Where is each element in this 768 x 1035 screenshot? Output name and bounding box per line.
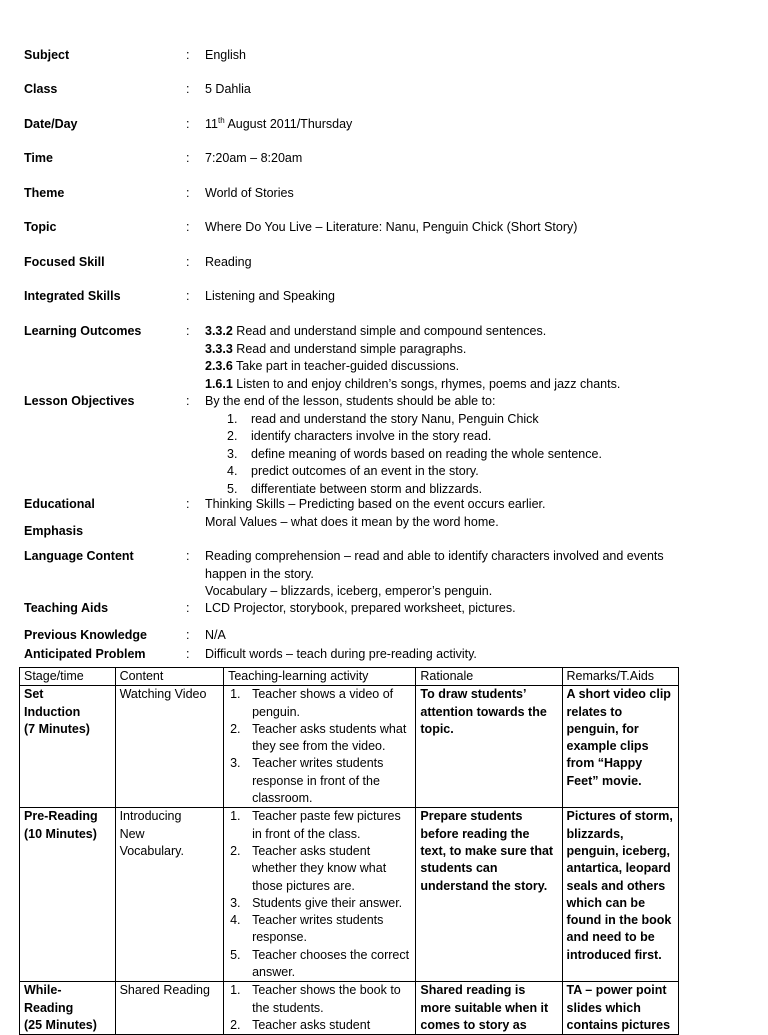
activity-text: Teacher asks student bbox=[252, 1017, 371, 1032]
colon: : bbox=[186, 601, 190, 615]
colon: : bbox=[186, 324, 190, 338]
lesson-objective-item: 5. differentiate between storm and blizzards. bbox=[227, 481, 483, 496]
activity-item bbox=[228, 808, 411, 843]
remarks-line: penguin, iceberg, bbox=[566, 843, 671, 858]
header-remarks: Remarks/T.Aids bbox=[562, 668, 678, 686]
colon: : bbox=[186, 289, 190, 303]
activity-text: Teacher paste few pictures in front of the class. bbox=[252, 809, 401, 841]
integrated-skills-value: Listening and Speaking bbox=[205, 289, 335, 303]
rationale-line: comes to story as bbox=[420, 1017, 527, 1032]
stage-line: Pre-Reading bbox=[24, 809, 98, 824]
stage-line: Reading bbox=[24, 1000, 74, 1015]
remarks-line: and need to be bbox=[566, 930, 655, 945]
anticipated-problem-label: Anticipated Problem bbox=[24, 647, 146, 661]
colon: : bbox=[186, 220, 190, 234]
learning-outcome-text: Take part in teacher-guided discussions. bbox=[232, 359, 460, 373]
activity-number: 1. bbox=[230, 809, 241, 824]
colon: : bbox=[186, 82, 190, 96]
thinking-skills-line: Thinking Skills – Predicting based on the event occurs earlier. bbox=[205, 497, 546, 511]
lesson-objective-text: read and understand the story Nanu, Penguin Chick bbox=[251, 411, 539, 426]
header-activity: Teaching-learning activity bbox=[224, 668, 416, 686]
header-stage-time: Stage/time bbox=[20, 668, 116, 686]
rationale-line: understand the story. bbox=[420, 878, 548, 893]
learning-outcome-text: Read and understand simple paragraphs. bbox=[232, 341, 467, 356]
content-cell bbox=[115, 808, 224, 982]
colon: : bbox=[186, 647, 190, 661]
activity-item bbox=[228, 755, 411, 807]
focused-skill-value: Reading bbox=[205, 255, 252, 269]
lesson-stages-table bbox=[19, 667, 679, 1035]
language-content-line: Reading comprehension – read and able to identify characters involved and events bbox=[205, 549, 664, 563]
content-line: New bbox=[119, 826, 145, 841]
stage-line: While- bbox=[24, 983, 62, 998]
activity-item bbox=[228, 721, 411, 756]
stage-line: Induction bbox=[24, 704, 81, 719]
rationale-line: text, to make sure that bbox=[420, 843, 554, 858]
remarks-line: example clips bbox=[566, 739, 649, 754]
rationale-cell bbox=[416, 808, 562, 982]
learning-outcome-code: 3.3.2 bbox=[205, 324, 233, 338]
table-row bbox=[20, 686, 679, 808]
content-cell bbox=[115, 982, 224, 1035]
remarks-line: which can be bbox=[566, 895, 646, 910]
activity-number: 3. bbox=[230, 895, 241, 910]
rationale-cell bbox=[416, 982, 562, 1035]
remarks-line: introduced first. bbox=[566, 947, 662, 962]
stage-line: (10 Minutes) bbox=[24, 826, 97, 841]
subject-value: English bbox=[205, 48, 246, 62]
stage-line: (25 Minutes) bbox=[24, 1017, 97, 1032]
learning-outcome-item bbox=[205, 341, 745, 359]
activity-item bbox=[228, 947, 411, 982]
activity-number: 2. bbox=[230, 1017, 241, 1032]
header-content: Content bbox=[115, 668, 224, 686]
learning-outcome-item bbox=[205, 358, 745, 376]
learning-outcomes-list bbox=[205, 323, 745, 393]
class-label: Class bbox=[24, 82, 58, 96]
learning-outcomes-label: Learning Outcomes bbox=[24, 324, 142, 338]
content-line: Shared Reading bbox=[119, 983, 210, 998]
moral-values-line: Moral Values – what does it mean by the word home. bbox=[205, 514, 499, 529]
colon: : bbox=[186, 628, 190, 642]
remarks-line: from “Happy bbox=[566, 756, 643, 771]
lesson-objective-text: define meaning of words based on reading the whole sentence. bbox=[251, 446, 602, 461]
time-label: Time bbox=[24, 151, 53, 165]
language-content-line: happen in the story. bbox=[205, 566, 314, 581]
remarks-line: antartica, leopard bbox=[566, 861, 671, 876]
colon: : bbox=[186, 394, 190, 408]
colon: : bbox=[186, 497, 190, 511]
activity-text: Teacher chooses the correct answer. bbox=[252, 947, 410, 980]
rationale-cell bbox=[416, 686, 562, 808]
subject-label: Subject bbox=[24, 48, 70, 62]
learning-outcome-code: 3.3.3 bbox=[205, 341, 233, 356]
time-value: 7:20am – 8:20am bbox=[205, 151, 303, 165]
rationale-line: students can bbox=[420, 861, 498, 876]
anticipated-problem-value: Difficult words – teach during pre-reading activity. bbox=[205, 647, 477, 661]
content-cell bbox=[115, 686, 224, 808]
activity-list bbox=[228, 808, 411, 981]
activity-number: 1. bbox=[230, 983, 241, 998]
stage-cell bbox=[20, 982, 116, 1035]
activity-cell bbox=[224, 808, 416, 982]
stage-line: Set bbox=[24, 687, 44, 702]
colon: : bbox=[186, 48, 190, 62]
lesson-objective-item: 4. predict outcomes of an event in the story. bbox=[227, 464, 479, 478]
rationale-line: more suitable when it bbox=[420, 1000, 549, 1015]
header-rationale: Rationale bbox=[416, 668, 562, 686]
lesson-objectives-intro: By the end of the lesson, students should be able to: bbox=[205, 394, 496, 408]
learning-outcome-item bbox=[205, 376, 745, 394]
activity-number: 2. bbox=[230, 721, 241, 736]
rationale-line: attention towards the bbox=[420, 704, 547, 719]
educational-emphasis-value bbox=[205, 496, 745, 531]
table-header-row bbox=[20, 668, 679, 686]
topic-label: Topic bbox=[24, 220, 57, 234]
colon: : bbox=[186, 151, 190, 165]
theme-value: World of Stories bbox=[205, 186, 294, 200]
activity-text: Teacher writes students response in front of the classroom. bbox=[252, 756, 384, 806]
content-line: Vocabulary. bbox=[119, 843, 184, 858]
remarks-line: blizzards, bbox=[566, 826, 624, 841]
activity-list bbox=[228, 686, 411, 807]
date-value bbox=[205, 116, 745, 134]
remarks-line: relates to bbox=[566, 704, 623, 719]
learning-outcome-text: Listen to and enjoy children’s songs, rhymes, poems and jazz chants. bbox=[232, 376, 621, 391]
stage-cell bbox=[20, 686, 116, 808]
lesson-objectives-label: Lesson Objectives bbox=[24, 394, 135, 408]
class-value: 5 Dahlia bbox=[205, 82, 251, 96]
rationale-line: To draw students’ bbox=[420, 687, 527, 702]
remarks-line: found in the book bbox=[566, 913, 672, 928]
language-content-value bbox=[205, 548, 745, 601]
remarks-cell bbox=[562, 808, 678, 982]
content-line: Watching Video bbox=[119, 687, 207, 702]
date-day-number: 11 bbox=[205, 117, 218, 131]
lesson-objective-text: differentiate between storm and blizzards. bbox=[251, 481, 483, 496]
remarks-line: TA – power point bbox=[566, 983, 667, 998]
activity-number: 1. bbox=[230, 687, 241, 702]
activity-item bbox=[228, 1017, 411, 1034]
remarks-cell bbox=[562, 982, 678, 1035]
teaching-aids-value: LCD Projector, storybook, prepared worksheet, pictures. bbox=[205, 601, 516, 615]
activity-number: 4. bbox=[230, 913, 241, 928]
activity-item bbox=[228, 982, 411, 1017]
theme-label: Theme bbox=[24, 186, 65, 200]
stage-cell bbox=[20, 808, 116, 982]
integrated-skills-label: Integrated Skills bbox=[24, 289, 121, 303]
activity-text: Teacher asks students what they see from the video. bbox=[252, 721, 407, 754]
lesson-objective-item: 3. define meaning of words based on reading the whole sentence. bbox=[227, 446, 602, 461]
learning-outcome-code: 2.3.6 bbox=[205, 359, 233, 373]
activity-item bbox=[228, 843, 411, 895]
learning-outcome-code: 1.6.1 bbox=[205, 376, 233, 391]
activity-number: 2. bbox=[230, 843, 241, 858]
remarks-line: A short video clip bbox=[566, 687, 671, 702]
remarks-line: penguin, for bbox=[566, 721, 639, 736]
previous-knowledge-value: N/A bbox=[205, 628, 226, 642]
focused-skill-label: Focused Skill bbox=[24, 255, 105, 269]
lesson-objectives-body bbox=[205, 393, 745, 498]
language-content-line: Vocabulary – blizzards, iceberg, emperor’s penguin. bbox=[205, 584, 493, 598]
activity-text: Students give their answer. bbox=[252, 895, 403, 910]
date-rest: August 2011/Thursday bbox=[224, 117, 353, 131]
lesson-objectives-list bbox=[205, 411, 745, 499]
remarks-line: Feet” movie. bbox=[566, 773, 642, 788]
activity-cell bbox=[224, 982, 416, 1035]
remarks-line: Pictures of storm, bbox=[566, 809, 673, 824]
lesson-objective-item: 1. read and understand the story Nanu, Penguin Chick bbox=[227, 411, 539, 426]
remarks-line: slides which bbox=[566, 1000, 641, 1015]
activity-cell bbox=[224, 686, 416, 808]
lesson-objective-item: 2. identify characters involve in the story read. bbox=[227, 429, 492, 443]
activity-item bbox=[228, 912, 411, 947]
rationale-line: Shared reading is bbox=[420, 983, 526, 998]
colon: : bbox=[186, 255, 190, 269]
colon: : bbox=[186, 549, 190, 563]
learning-outcome-text: Read and understand simple and compound sentences. bbox=[232, 324, 547, 338]
educational-emphasis-label: Educational Emphasis bbox=[24, 497, 95, 538]
activity-item bbox=[228, 686, 411, 721]
lesson-objective-text: predict outcomes of an event in the story. bbox=[251, 464, 479, 478]
activity-text: Teacher shows a video of penguin. bbox=[252, 687, 394, 719]
date-label: Date/Day bbox=[24, 117, 78, 131]
date-ordinal-suffix: th bbox=[217, 115, 225, 125]
activity-text: Teacher writes students response. bbox=[252, 913, 384, 945]
colon: : bbox=[186, 186, 190, 200]
colon: : bbox=[186, 117, 190, 131]
teaching-aids-label: Teaching Aids bbox=[24, 601, 109, 615]
activity-list bbox=[228, 982, 411, 1034]
stage-line: (7 Minutes) bbox=[24, 721, 90, 736]
activity-number: 3. bbox=[230, 756, 241, 771]
remarks-cell bbox=[562, 686, 678, 808]
previous-knowledge-label: Previous Knowledge bbox=[24, 628, 147, 642]
language-content-label: Language Content bbox=[24, 549, 134, 563]
activity-item bbox=[228, 895, 411, 912]
rationale-line: topic. bbox=[420, 721, 454, 736]
remarks-line: contains pictures bbox=[566, 1017, 671, 1032]
activity-text: Teacher shows the book to the students. bbox=[252, 983, 401, 1015]
content-line: Introducing bbox=[119, 809, 182, 824]
learning-outcome-item bbox=[205, 323, 745, 341]
topic-value: Where Do You Live – Literature: Nanu, Penguin Chick (Short Story) bbox=[205, 220, 578, 234]
lesson-objective-text: identify characters involve in the story read. bbox=[251, 429, 492, 443]
table-row bbox=[20, 982, 679, 1035]
table-row bbox=[20, 808, 679, 982]
remarks-line: seals and others bbox=[566, 878, 666, 893]
rationale-line: Prepare students bbox=[420, 809, 523, 824]
table-body bbox=[20, 686, 679, 1035]
activity-number: 5. bbox=[230, 947, 241, 962]
activity-text: Teacher asks student whether they know what those pictures are. bbox=[252, 843, 387, 893]
rationale-line: before reading the bbox=[420, 826, 530, 841]
